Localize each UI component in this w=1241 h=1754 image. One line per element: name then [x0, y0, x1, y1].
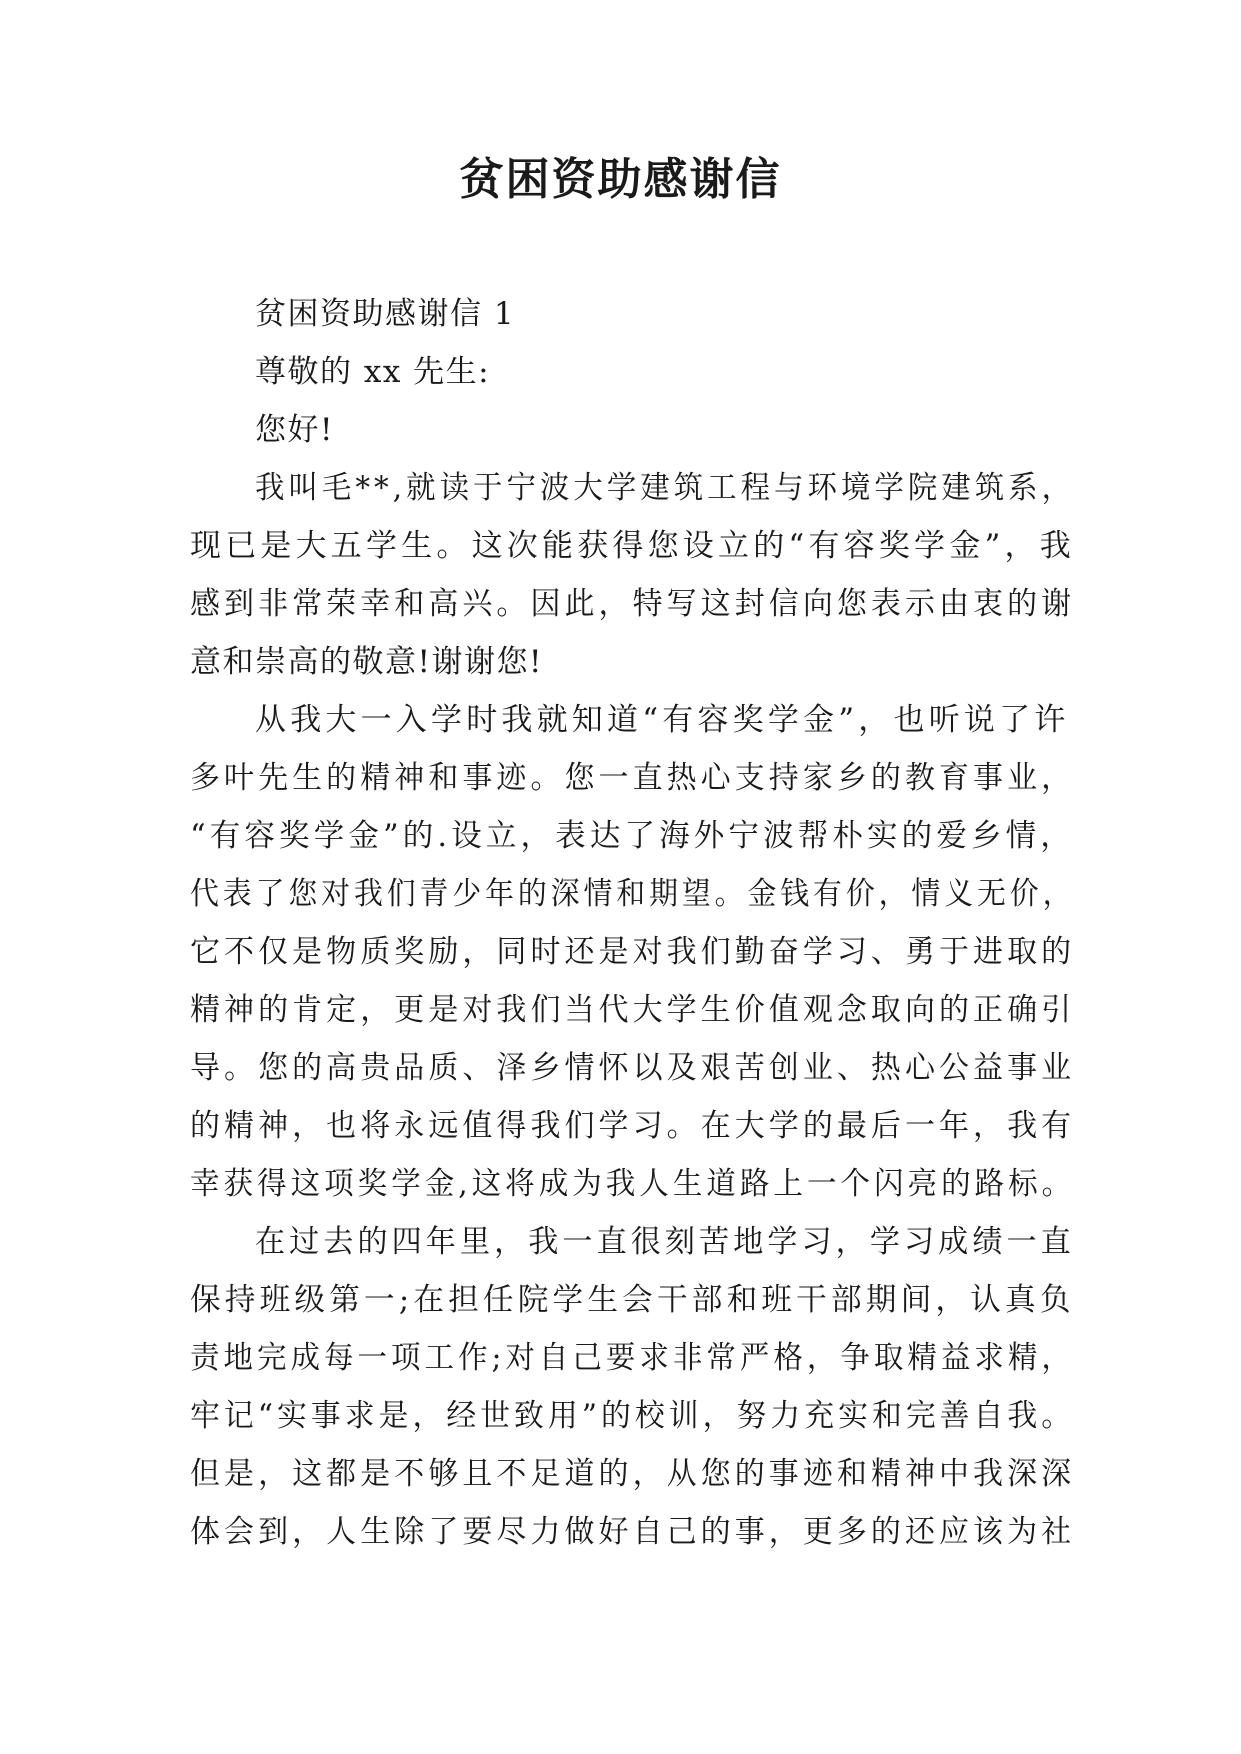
paragraph-line: 保持班级第一;在担任院学生会干部和班干部期间，认真负	[190, 1282, 1075, 1318]
greeting: 您好!	[255, 412, 334, 448]
paragraph-line: 牢记“实事求是，经世致用”的校训，努力充实和完善自我。	[190, 1398, 1076, 1434]
paragraph-line: 责地完成每一项工作;对自己要求非常严格，争取精益求精，	[190, 1340, 1075, 1376]
salutation: 尊敬的 xx 先生:	[255, 354, 491, 390]
paragraph-line: 导。您的高贵品质、泽乡情怀以及艰苦创业、热心公益事业	[190, 1050, 1076, 1086]
paragraph-line: 意和崇高的敬意!谢谢您!	[190, 644, 543, 680]
paragraph-line: “有容奖学金”的.设立，表达了海外宁波帮朴实的爱乡情，	[190, 818, 1075, 854]
document-title: 贫困资助感谢信	[459, 154, 782, 205]
paragraph-line: 多叶先生的精神和事迹。您一直热心支持家乡的教育事业，	[190, 760, 1076, 796]
paragraph-line: 但是，这都是不够且不足道的，从您的事迹和精神中我深深	[190, 1456, 1076, 1492]
paragraph-line: 体会到，人生除了要尽力做好自己的事，更多的还应该为社	[190, 1514, 1076, 1550]
paragraph-line: 代表了您对我们青少年的深情和期望。金钱有价，情义无价，	[190, 876, 1076, 912]
paragraph-line: 我叫毛**,就读于宁波大学建筑工程与环境学院建筑系，	[255, 470, 1076, 506]
letter-heading: 贫困资助感谢信 1	[255, 296, 516, 332]
paragraph-line: 精神的肯定，更是对我们当代大学生价值观念取向的正确引	[190, 992, 1076, 1028]
paragraph-line: 现已是大五学生。这次能获得您设立的“有容奖学金”，我	[190, 528, 1075, 564]
paragraph-line: 感到非常荣幸和高兴。因此，特写这封信向您表示由衷的谢	[190, 586, 1076, 622]
paragraph-line: 在过去的四年里，我一直很刻苦地学习，学习成绩一直	[255, 1224, 1075, 1260]
paragraph-line: 幸获得这项奖学金,这将成为我人生道路上一个闪亮的路标。	[190, 1166, 1076, 1202]
paragraph-line: 的精神，也将永远值得我们学习。在大学的最后一年，我有	[190, 1108, 1076, 1144]
paragraph-line: 它不仅是物质奖励，同时还是对我们勤奋学习、勇于进取的	[190, 934, 1076, 970]
paragraph-line: 从我大一入学时我就知道“有容奖学金”，也听说了许	[255, 702, 1070, 738]
